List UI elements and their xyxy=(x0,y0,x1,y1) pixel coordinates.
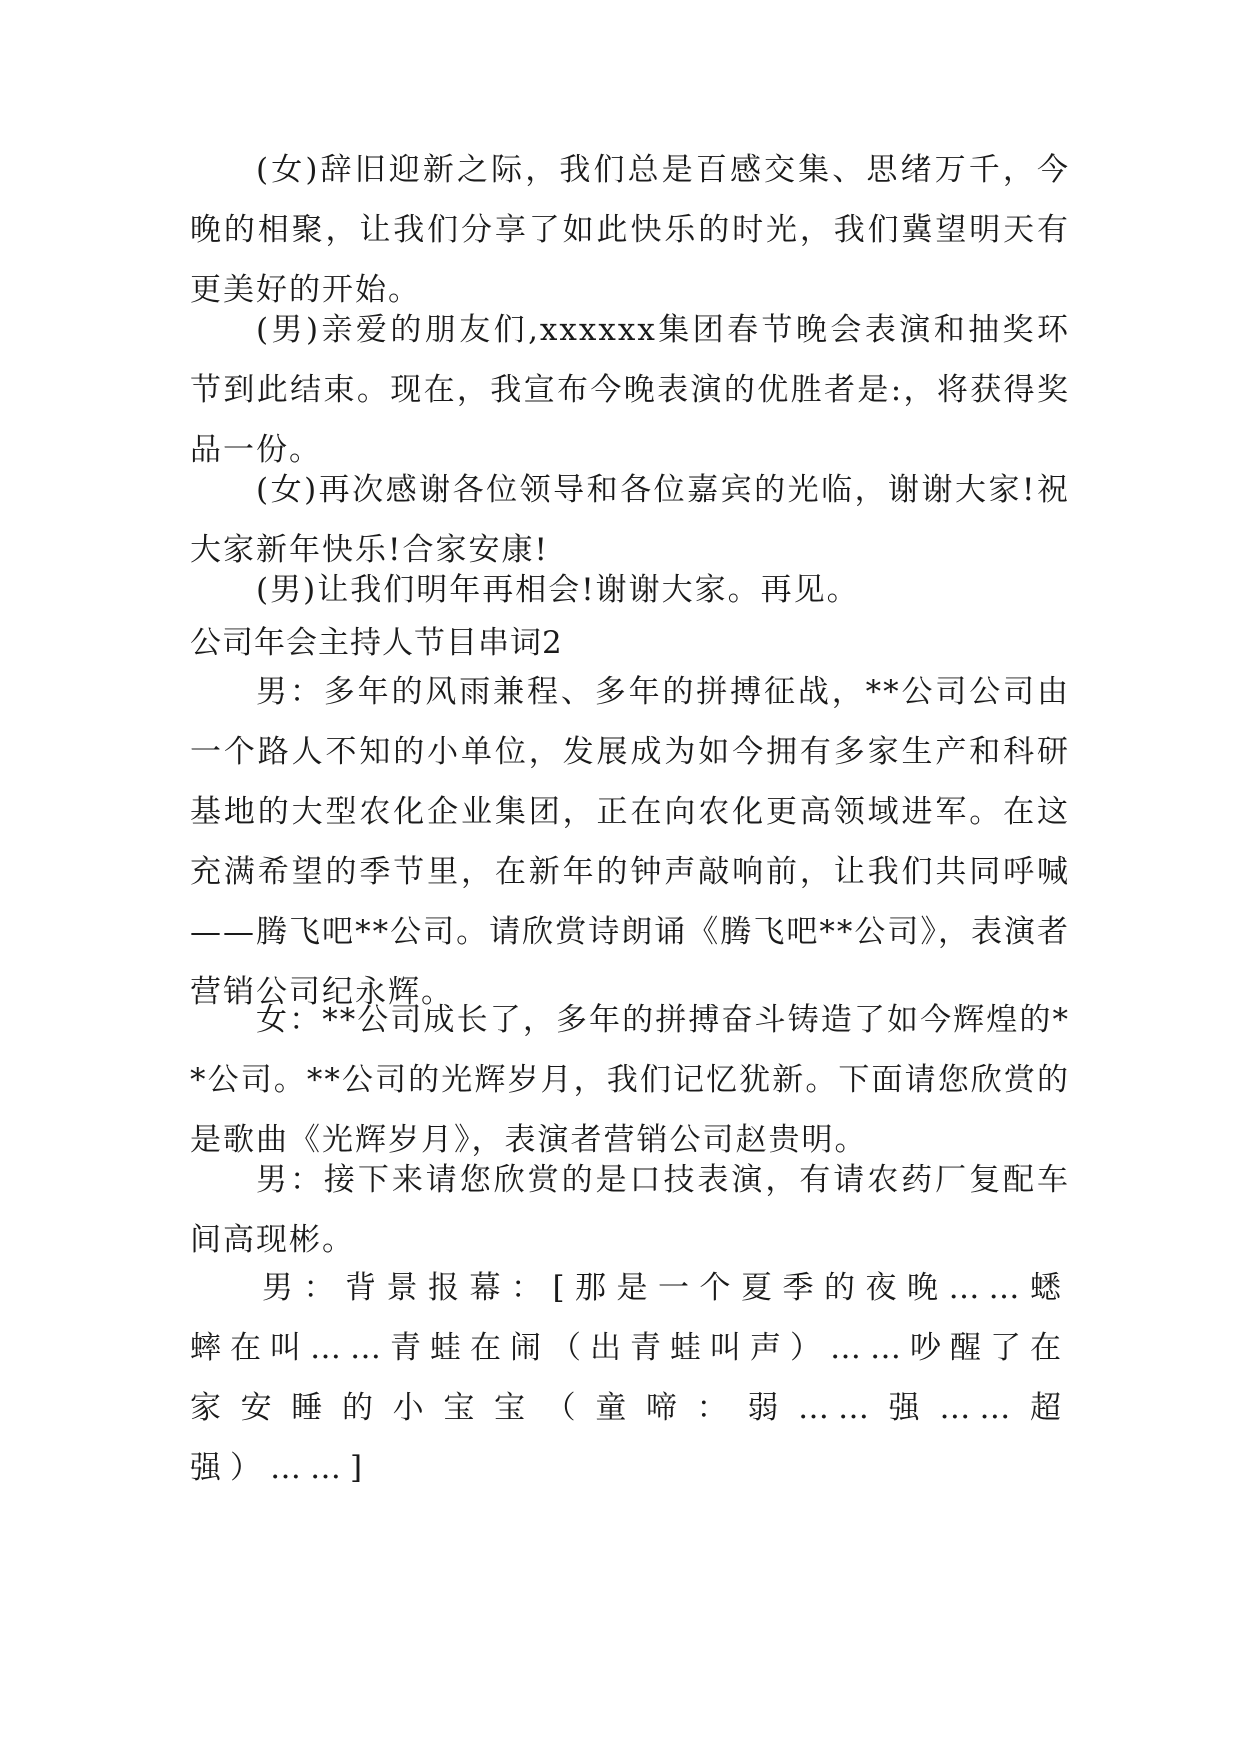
paragraph-male-ventriloquism-intro: 男：接下来请您欣赏的是口技表演，有请农药厂复配车间高现彬。 xyxy=(190,1162,1070,1258)
paragraph-female-song-intro: 女：**公司成长了，多年的拼搏奋斗铸造了如今辉煌的**公司。**公司的光辉岁月，我们记忆犹新。下面请您欣赏的是歌曲《光辉岁月》，表演者营销公司赵贵明。 xyxy=(190,1002,1070,1158)
paragraph-male-background: 男：背景报幕：[那是一个夏季的夜晚……蟋蟀在叫……青蛙在闹（出青蛙叫声）……吵醒了在家安睡的小宝宝（童啼：弱……强……超强）……] xyxy=(190,1270,1070,1486)
paragraph-female-thanks: (女)再次感谢各位领导和各位嘉宾的光临，谢谢大家!祝大家新年快乐!合家安康! xyxy=(190,472,1070,568)
paragraph-male-poem-intro: 男：多年的风雨兼程、多年的拼搏征战，**公司公司由一个路人不知的小单位，发展成为如今拥有多家生产和科研基地的大型农化企业集团，正在向农化更高领域进军。在这充满希望的季节里，在新年的钟声敲响前，让我们共同呼喊——腾飞吧**公司。请欣赏诗朗诵《腾飞吧**公司》，表演者营销公司纪永辉。 xyxy=(190,674,1070,1010)
section-title: 公司年会主持人节目串词2 xyxy=(190,625,563,661)
paragraph-male-results: (男)亲爱的朋友们,xxxxxx集团春节晚会表演和抽奖环节到此结束。现在，我宣布今晚表演的优胜者是:，将获得奖品一份。 xyxy=(190,312,1070,468)
paragraph-male-goodbye: (男)让我们明年再相会!谢谢大家。再见。 xyxy=(256,572,860,608)
paragraph-female-farewell: (女)辞旧迎新之际，我们总是百感交集、思绪万千，今晚的相聚，让我们分享了如此快乐的时光，我们冀望明天有更美好的开始。 xyxy=(190,152,1070,308)
